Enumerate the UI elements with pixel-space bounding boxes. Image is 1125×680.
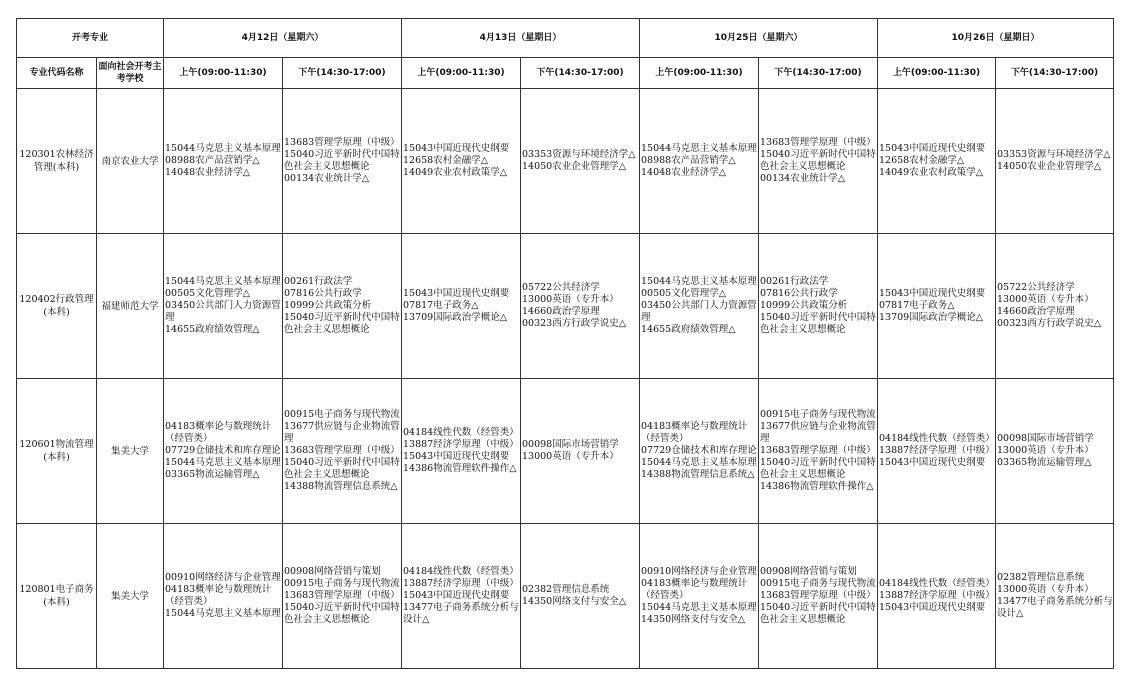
exam-cell: 00098国际市场营销学 13000英语（专升本） 03365物流运输管理△: [996, 379, 1114, 524]
exam-cell: 15043中国近现代史纲要 07817电子政务△ 13709国际政治学概论△: [878, 234, 996, 379]
exam-cell: 13683管理学原理（中级） 15040习近平新时代中国特色社会主义思想概论 00134农业统计学△: [759, 89, 878, 234]
exam-cell: 00915电子商务与现代物流 13677供应链与企业物流管理 13683管理学原理（中级） 15040习近平新时代中国特色社会主义思想概论 14388物流管理信息系统△: [283, 379, 402, 524]
table-row: [17, 379, 1114, 524]
date-header: 4月12日（星期六）: [164, 19, 402, 58]
school-name: 福建师范大学: [97, 234, 164, 379]
exam-cell: 04184线性代数（经管类） 13887经济学原理（中级） 15043中国近现代史纲要: [878, 524, 996, 669]
exam-cell: 15044马克思主义基本原理 08988农产品营销学△ 14048农业经济学△: [640, 89, 759, 234]
afternoon-header: 下午(14:30-17:00): [759, 58, 878, 89]
exam-cell: 00261行政法学 07816公共行政学 10999公共政策分析 15040习近平新时代中国特色社会主义思想概论: [759, 234, 878, 379]
major-name: 120801电子商务(本科): [17, 524, 97, 669]
table-row: [17, 89, 1114, 234]
session-header-row: [17, 58, 1114, 89]
exam-cell: 00261行政法学 07816公共行政学 10999公共政策分析 15040习近平新时代中国特色社会主义思想概论: [283, 234, 402, 379]
major-name: 120301农林经济管理(本科): [17, 89, 97, 234]
exam-cell: 04183概率论与数理统计（经管类） 07729仓储技术和库存理论 15044马克思主义基本原理 14388物流管理信息系统△: [640, 379, 759, 524]
exam-cell: 02382管理信息系统 14350网络支付与安全△: [521, 524, 640, 669]
exam-cell: 04183概率论与数理统计（经管类） 07729仓储技术和库存理论 15044马克思主义基本原理 03365物流运输管理△: [164, 379, 283, 524]
exam-cell: 04184线性代数（经管类） 13887经济学原理（中级） 15043中国近现代史纲要 13477电子商务系统分析与设计△: [402, 524, 521, 669]
exam-cell: 13683管理学原理（中级） 15040习近平新时代中国特色社会主义思想概论 00134农业统计学△: [283, 89, 402, 234]
exam-cell: 15044马克思主义基本原理 08988农产品营销学△ 14048农业经济学△: [164, 89, 283, 234]
exam-cell: 15043中国近现代史纲要 07817电子政务△ 13709国际政治学概论△: [402, 234, 521, 379]
exam-cell: 05722公共经济学 13000英语（专升本） 14660政治学原理 00323西方行政学说史△: [521, 234, 640, 379]
table-row: [17, 234, 1114, 379]
exam-cell: 15044马克思主义基本原理 00505文化管理学△ 03450公共部门人力资源管理 14655政府绩效管理△: [640, 234, 759, 379]
exam-cell: 00098国际市场营销学 13000英语（专升本）: [521, 379, 640, 524]
exam-cell: 00908网络营销与策划 00915电子商务与现代物流 13683管理学原理（中级） 15040习近平新时代中国特色社会主义思想概论: [759, 524, 878, 669]
school-name: 南京农业大学: [97, 89, 164, 234]
exam-cell: 05722公共经济学 13000英语（专升本） 14660政治学原理 00323西方行政学说史△: [996, 234, 1114, 379]
exam-cell: 15043中国近现代史纲要 12658农村金融学△ 14049农业农村政策学△: [402, 89, 521, 234]
table-row: [17, 524, 1114, 669]
major-name: 120402行政管理(本科): [17, 234, 97, 379]
date-header: 10月25日（星期六）: [640, 19, 878, 58]
exam-cell: 04184线性代数（经管类） 13887经济学原理（中级） 15043中国近现代史纲要: [878, 379, 996, 524]
exam-cell: 04184线性代数（经管类） 13887经济学原理（中级） 15043中国近现代史纲要 14386物流管理软件操作△: [402, 379, 521, 524]
exam-cell: 02382管理信息系统 13000英语（专升本） 13477电子商务系统分析与设计△: [996, 524, 1114, 669]
morning-header: 上午(09:00-11:30): [164, 58, 283, 89]
date-header: 4月13日（星期日）: [402, 19, 640, 58]
afternoon-header: 下午(14:30-17:00): [283, 58, 402, 89]
morning-header: 上午(09:00-11:30): [640, 58, 759, 89]
exam-cell: 00910网络经济与企业管理 04183概率论与数理统计（经管类） 15044马克思主义基本原理: [164, 524, 283, 669]
morning-header: 上午(09:00-11:30): [402, 58, 521, 89]
exam-cell: 15044马克思主义基本原理 00505文化管理学△ 03450公共部门人力资源管理 14655政府绩效管理△: [164, 234, 283, 379]
exam-cell: 00915电子商务与现代物流 13677供应链与企业物流管理 13683管理学原理（中级） 15040习近平新时代中国特色社会主义思想概论 14386物流管理软件操作△: [759, 379, 878, 524]
major-name: 120601物流管理(本科): [17, 379, 97, 524]
date-header-row: [17, 19, 1114, 58]
afternoon-header: 下午(14:30-17:00): [996, 58, 1114, 89]
school-name: 集美大学: [97, 379, 164, 524]
exam-cell: 15043中国近现代史纲要 12658农村金融学△ 14049农业农村政策学△: [878, 89, 996, 234]
school-name: 集美大学: [97, 524, 164, 669]
exam-cell: 00910网络经济与企业管理 04183概率论与数理统计（经管类） 15044马克思主义基本原理 14350网络支付与安全△: [640, 524, 759, 669]
code-name-header: 专业代码名称: [17, 58, 97, 89]
exam-schedule-table: [16, 18, 1114, 669]
exam-cell: 03353资源与环境经济学△ 14050农业企业管理学△: [996, 89, 1114, 234]
date-header: 10月26日（星期日）: [878, 19, 1114, 58]
school-header: 面向社会开考主考学校: [97, 58, 164, 89]
morning-header: 上午(09:00-11:30): [878, 58, 996, 89]
afternoon-header: 下午(14:30-17:00): [521, 58, 640, 89]
major-group-header: 开考专业: [17, 19, 164, 58]
exam-cell: 03353资源与环境经济学△ 14050农业企业管理学△: [521, 89, 640, 234]
exam-cell: 00908网络营销与策划 00915电子商务与现代物流 13683管理学原理（中级） 15040习近平新时代中国特色社会主义思想概论: [283, 524, 402, 669]
